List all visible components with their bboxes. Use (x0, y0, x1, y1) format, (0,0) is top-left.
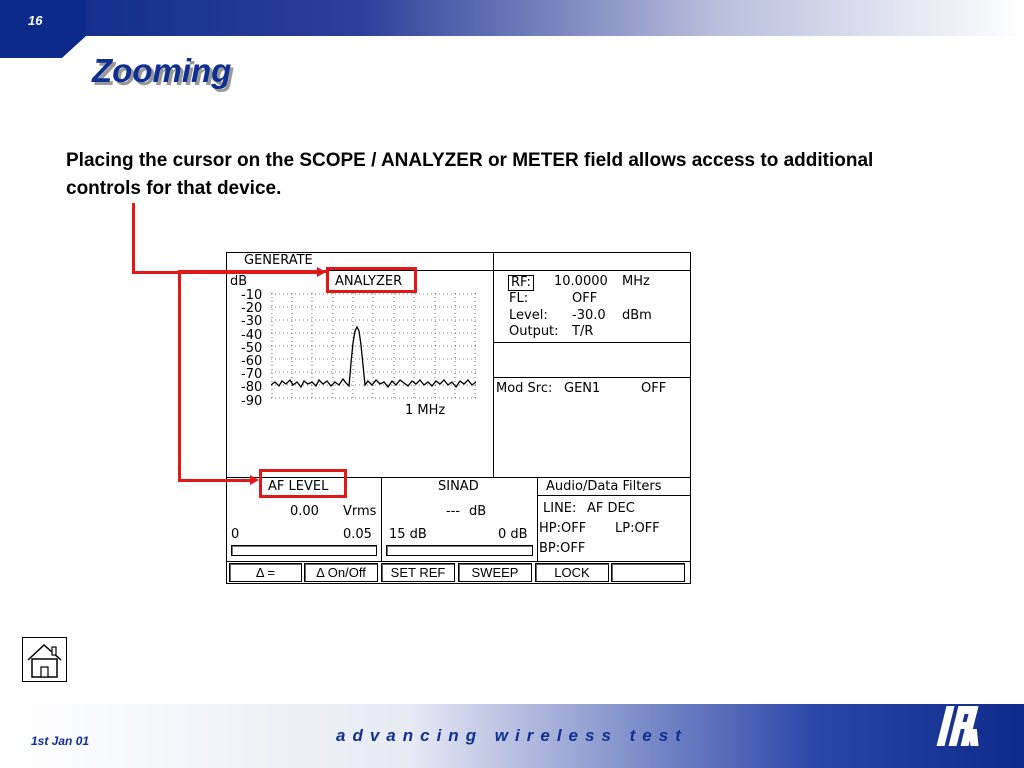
home-button[interactable] (22, 637, 67, 682)
sinad-field[interactable]: SINAD (438, 479, 479, 494)
slide-number-badge (0, 0, 86, 58)
filters-title[interactable]: Audio/Data Filters (546, 479, 662, 494)
output-value: T/R (572, 324, 594, 339)
analyzer-y-unit: dB (230, 274, 248, 289)
header-band (0, 0, 1024, 36)
softkey-delta-equals[interactable]: Δ = (229, 563, 302, 582)
y-tick: -30 (241, 314, 263, 330)
output-label: Output: (509, 324, 559, 339)
fl-label: FL: (509, 291, 529, 306)
home-icon (23, 638, 66, 681)
ifr-logo (922, 684, 992, 760)
instrument-screen (226, 252, 691, 584)
y-tick: -90 (241, 393, 263, 409)
y-tick: -50 (241, 340, 263, 356)
softkey-sweep[interactable]: SWEEP (458, 563, 532, 582)
softkey-lock[interactable]: LOCK (535, 563, 609, 582)
analyzer-span: 1 MHz (405, 403, 446, 418)
callout-line-branch-down (178, 270, 181, 482)
level-label: Level: (509, 308, 548, 323)
slide-number: 16 (28, 13, 43, 28)
callout-arrowhead-af-level (250, 475, 259, 485)
divider-softkeys (227, 561, 690, 562)
filters-title-divider (537, 495, 690, 496)
sinad-unit: dB (469, 504, 487, 519)
af-level-bar (231, 545, 377, 556)
filter-line-label: LINE: (543, 501, 577, 516)
divider-vertical-main (493, 253, 494, 478)
divider-meter-1 (381, 477, 382, 561)
y-tick: -40 (241, 327, 263, 343)
sinad-scale-min: 15 dB (389, 527, 427, 542)
slide-body-text: Placing the cursor on the SCOPE / ANALYZER or METER field allows access to additional controls for that device. (66, 150, 874, 199)
filter-hp: HP:OFF (539, 521, 587, 536)
rf-frequency-unit: MHz (622, 274, 650, 289)
mod-src-source[interactable]: GEN1 (564, 381, 601, 396)
callout-line-branch-af (178, 479, 251, 482)
af-level-scale-max: 0.05 (343, 527, 372, 542)
generate-tab[interactable]: GENERATE (244, 253, 313, 268)
af-level-field[interactable]: AF LEVEL (268, 479, 329, 494)
analyzer-highlight-box (326, 267, 417, 293)
y-tick: -80 (241, 380, 263, 396)
footer-tagline: advancing wireless test (336, 726, 688, 745)
af-level-scale-min: 0 (231, 527, 240, 542)
fl-value: OFF (572, 291, 598, 306)
af-level-highlight-box (259, 469, 347, 498)
sinad-bar (386, 545, 533, 556)
y-tick: -10 (241, 288, 263, 303)
spectrum-plot[interactable] (271, 293, 477, 407)
y-tick: -60 (241, 354, 263, 370)
rf-field-label[interactable]: RF: (508, 275, 534, 291)
softkey-delta-on-off[interactable]: Δ On/Off (304, 563, 378, 582)
divider-meter-2 (537, 477, 538, 561)
y-tick: -20 (241, 301, 263, 317)
filter-lp: LP:OFF (615, 521, 660, 536)
rf-frequency-value: 10.0000 (554, 274, 608, 289)
y-tick: -70 (241, 367, 263, 383)
callout-line-branch-top (178, 270, 326, 273)
analyzer-y-ticks (241, 289, 262, 408)
sinad-value: --- (446, 504, 461, 519)
level-unit: dBm (622, 308, 652, 323)
softkey-set-ref[interactable]: SET REF (381, 563, 455, 582)
filter-bp: BP:OFF (539, 541, 586, 556)
mod-src-state[interactable]: OFF (641, 381, 667, 396)
mod-src-label: Mod Src: (496, 381, 553, 396)
sinad-scale-max: 0 dB (498, 527, 528, 542)
af-level-value: 0.00 (290, 504, 319, 519)
divider-gen-lower (493, 342, 690, 343)
callout-line-body-down (132, 203, 135, 274)
footer-date: 1st Jan 01 (31, 734, 90, 748)
analyzer-field[interactable]: ANALYZER (335, 274, 403, 289)
divider-mod (493, 377, 690, 378)
af-level-unit: Vrms (343, 504, 377, 519)
slide-title: Zooming (92, 52, 232, 89)
filter-line-value: AF DEC (587, 501, 635, 516)
softkey-blank[interactable] (611, 563, 685, 582)
level-value: -30.0 (572, 308, 606, 323)
